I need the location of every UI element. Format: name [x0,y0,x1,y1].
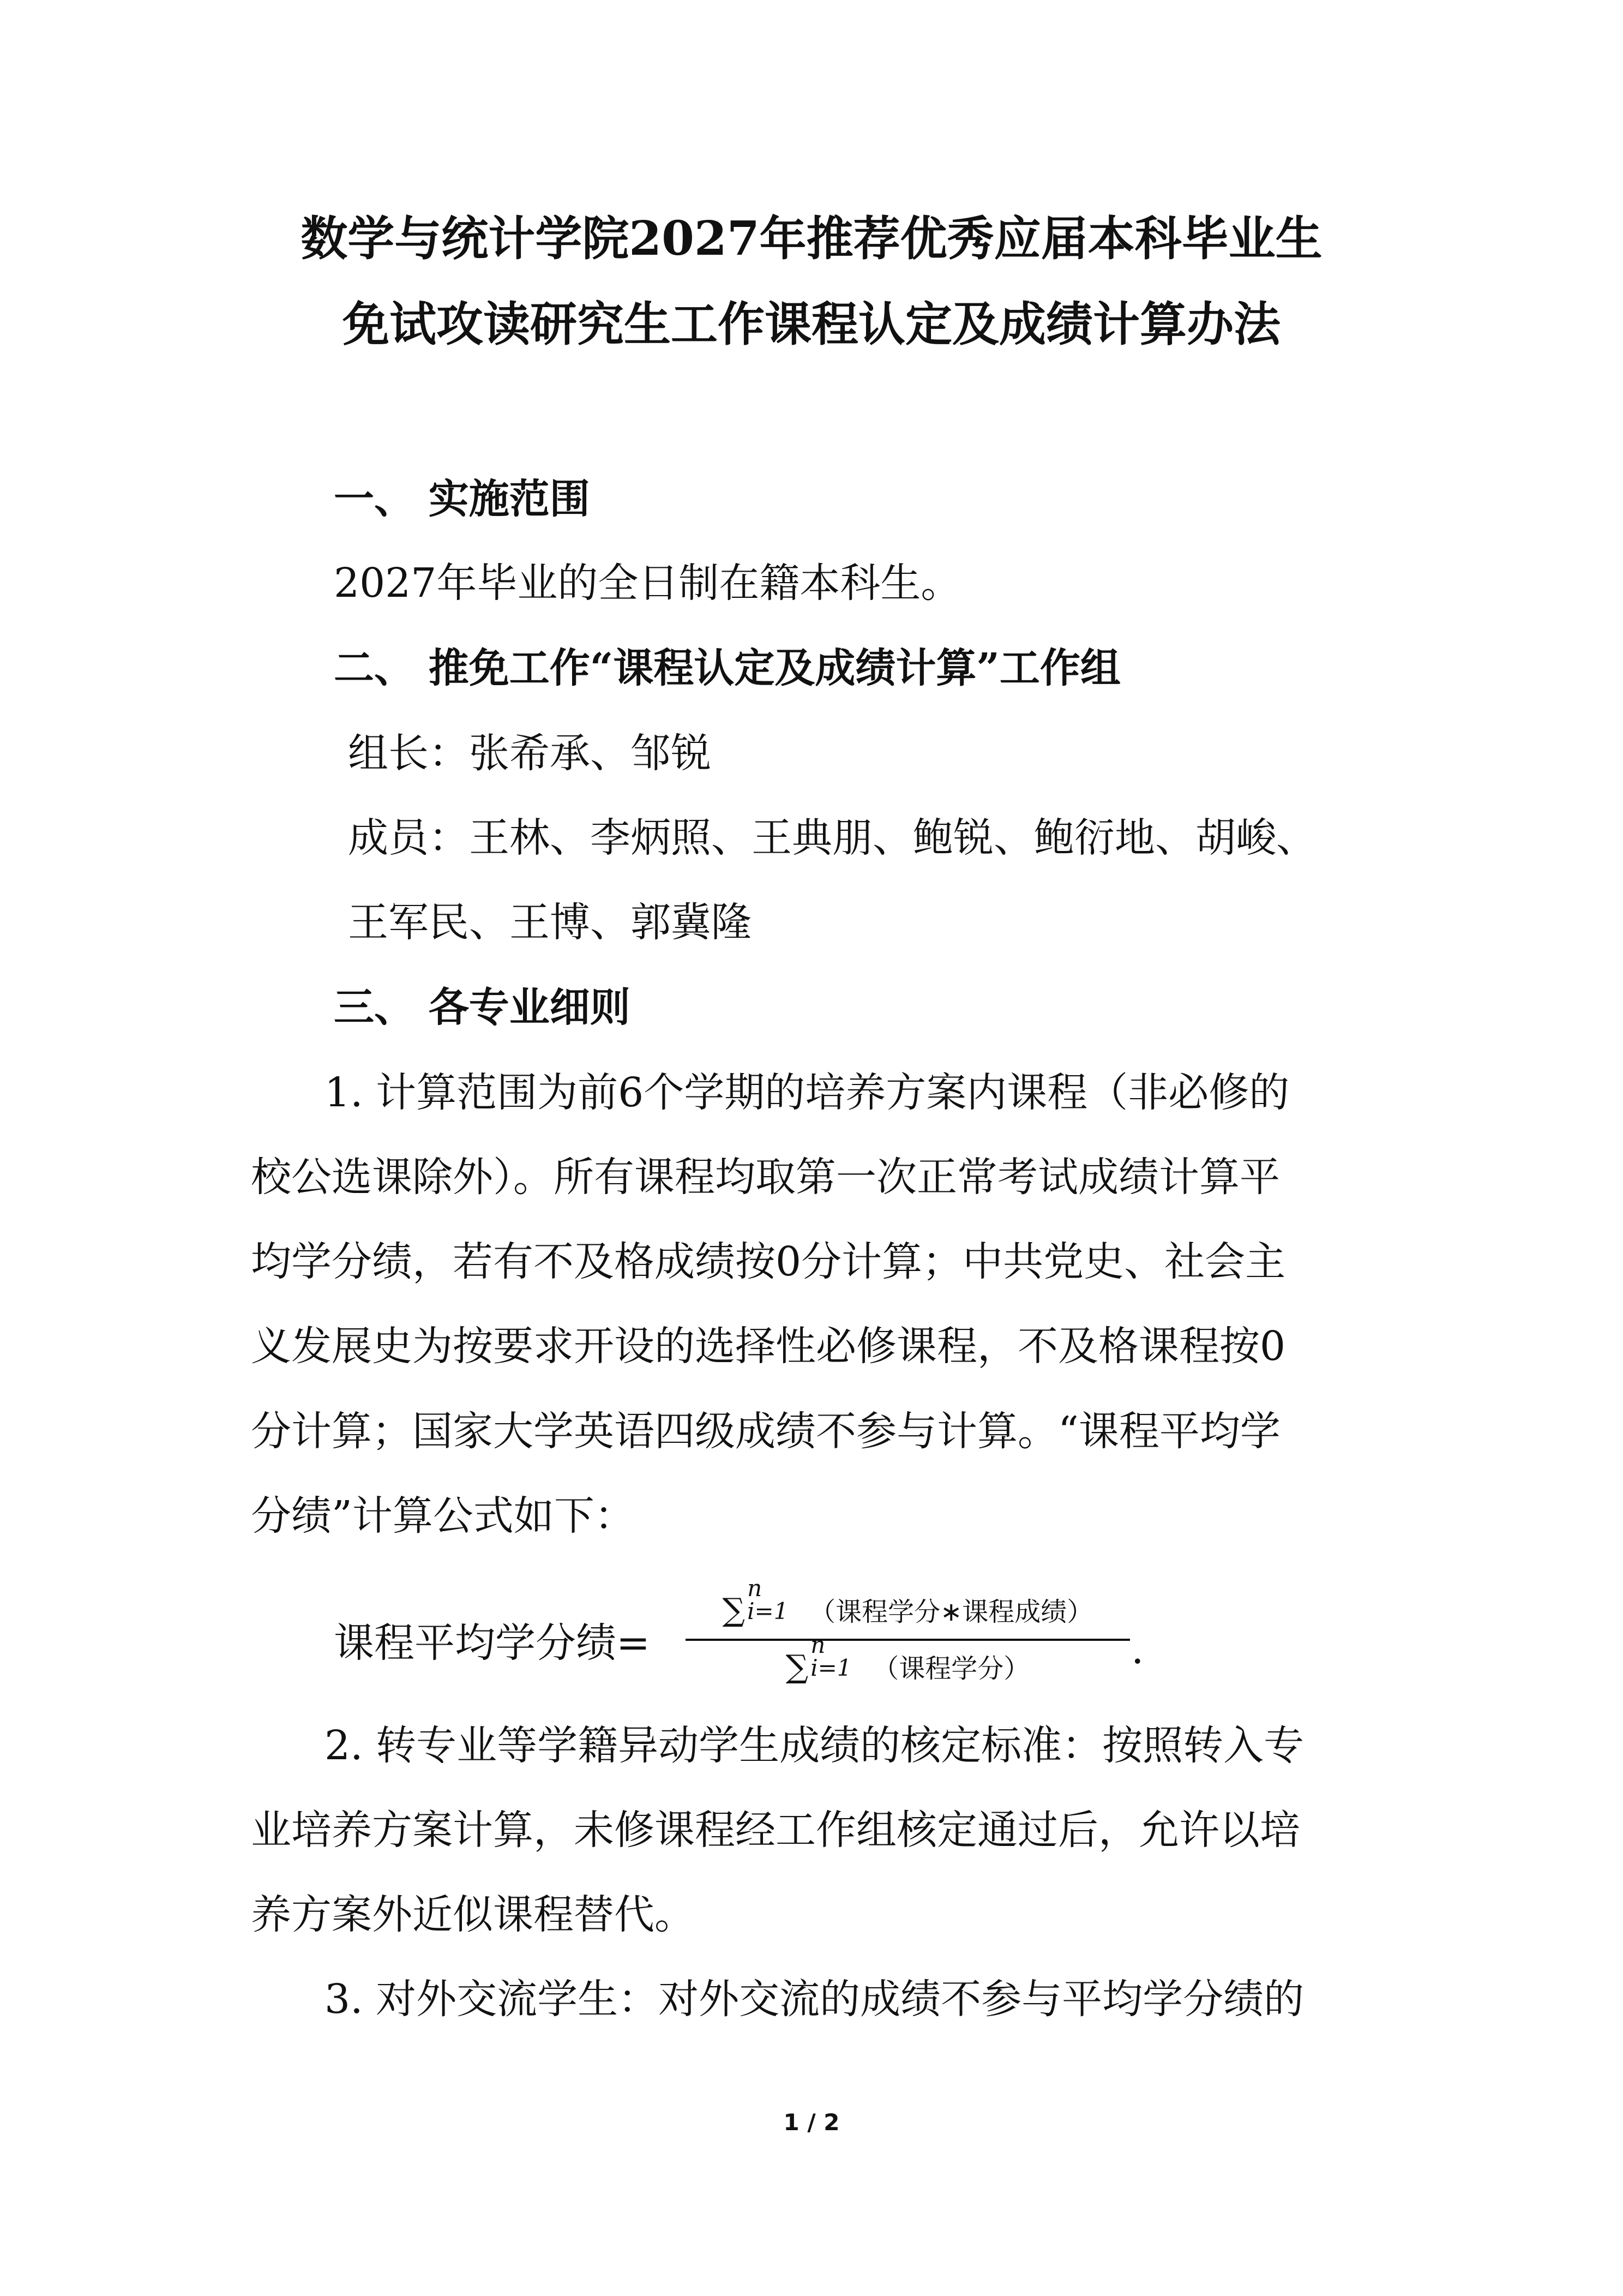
formula-fraction [686,1575,1130,1705]
work-group-leaders: 组长：张希承、邹锐 [348,730,711,777]
sum-limits [745,1575,809,1624]
section-1-heading: 一、 实施范围 [334,476,590,523]
page-title-line-1: 数学与统计学院2027年推荐优秀应届本科毕业生 [300,211,1323,266]
fraction-bar [686,1639,1130,1641]
section-2-heading: 二、 推免工作“课程认定及成绩计算”工作组 [334,645,1121,692]
work-group-members-line-1: 成员：王林、李炳照、王典朋、鲍锐、鲍衍地、胡峻、 [348,814,1317,861]
item-1-line-6: 分绩”计算公式如下： [251,1492,635,1539]
item-2-line-1: 2. 转专业等学籍异动学生成绩的核定标准：按照转入专 [324,1722,1305,1769]
formula-end-period: . [1131,1626,1144,1673]
item-1-line-1: 1. 计算范围为前6个学期的培养方案内课程（非必修的 [324,1069,1290,1116]
formula-denominator [686,1632,1130,1685]
item-1-line-3: 均学分绩，若有不及格成绩按0分计算；中共党史、社会主 [251,1238,1286,1285]
formula-label: 课程平均学分绩= [334,1620,651,1666]
item-1-line-5: 分计算；国家大学英语四级成绩不参与计算。“课程平均学 [251,1408,1281,1455]
sum-symbol: ∑ [785,1648,809,1685]
gpa-formula [334,1575,1185,1705]
work-group-members-line-2: 王军民、王博、郭冀隆 [348,899,752,946]
page-number: 1 / 2 [783,2109,840,2136]
section-3-heading: 三、 各专业细则 [334,984,630,1031]
sum-upper-limit: n [810,1632,826,1658]
sum-upper-limit: n [747,1575,762,1602]
sum-lower-limit: i=1 [747,1598,789,1624]
sum-limits [808,1632,873,1681]
sum-lower-limit: i=1 [810,1654,852,1681]
denominator-text: （课程学分） [873,1653,1030,1684]
item-1-line-4: 义发展史为按要求开设的选择性必修课程，不及格课程按0 [251,1323,1286,1370]
formula-numerator [686,1575,1130,1628]
section-1-body: 2027年毕业的全日制在籍本科生。 [334,560,961,607]
item-2-line-2: 业培养方案计算，未修课程经工作组核定通过后，允许以培 [251,1807,1300,1854]
item-2-line-3: 养方案外近似课程替代。 [251,1891,695,1938]
item-3-line-1: 3. 对外交流学生：对外交流的成绩不参与平均学分绩的 [324,1976,1305,2023]
page-title-line-2: 免试攻读研究生工作课程认定及成绩计算办法 [342,297,1281,352]
numerator-text: （课程学分∗课程成绩） [809,1597,1093,1627]
sum-symbol: ∑ [722,1591,746,1628]
item-1-line-2: 校公选课除外）。所有课程均取第一次正常考试成绩计算平 [251,1154,1280,1201]
